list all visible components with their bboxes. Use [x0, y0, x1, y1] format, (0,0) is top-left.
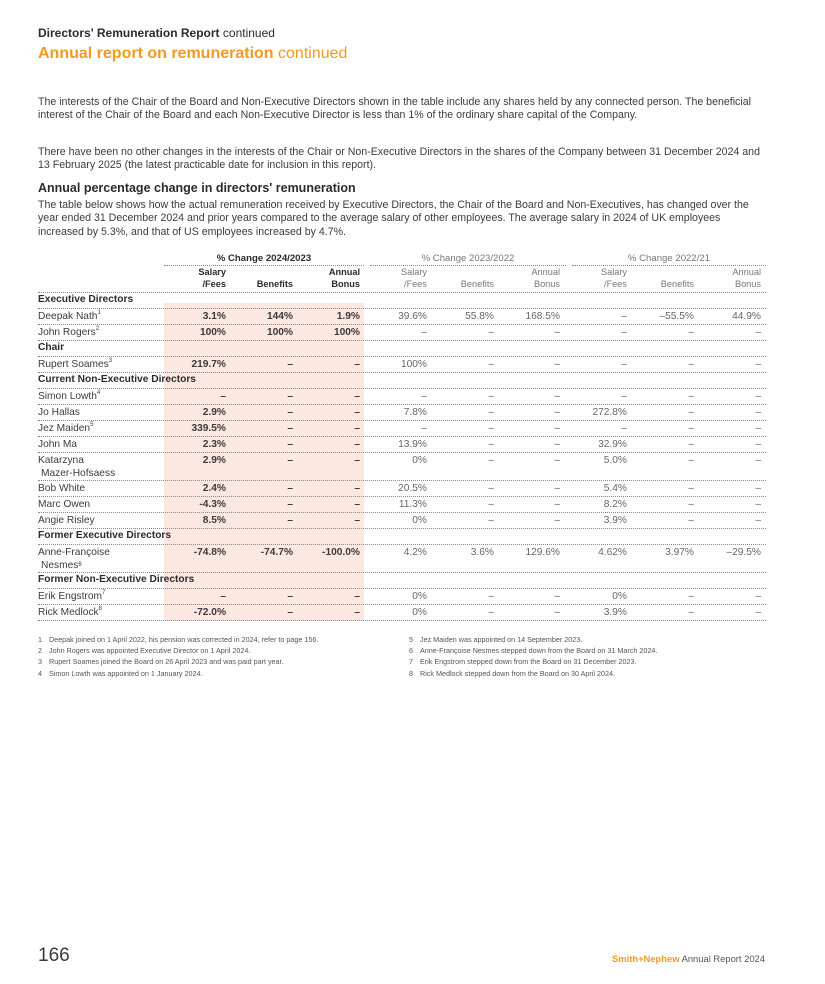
table-cell: – [554, 327, 560, 338]
director-name [38, 591, 105, 602]
table-cell: – [354, 483, 360, 494]
table-cell: 100% [266, 327, 293, 338]
footnote-marker: 6 [78, 561, 82, 568]
director-name-text: Nesmes [41, 559, 79, 571]
table-cell: – [621, 423, 627, 434]
director-name-text: Bob White [38, 483, 85, 494]
table-cell: – [488, 439, 494, 450]
table-cell: 8.2% [603, 499, 627, 510]
column-header [498, 267, 560, 291]
table-cell: – [554, 499, 560, 510]
table-cell: – [554, 359, 560, 370]
table-cell: – [755, 407, 761, 418]
table-cell: – [554, 439, 560, 450]
table-cell: – [755, 515, 761, 526]
table-cell: – [755, 499, 761, 510]
table-cell: – [488, 607, 494, 618]
table-cell: – [287, 455, 293, 466]
table-cell: –29.5% [726, 547, 761, 558]
table-row [38, 437, 766, 453]
table-cell: 3.6% [470, 547, 494, 558]
table-row [38, 405, 766, 421]
director-name-text: Angie Risley [38, 515, 95, 526]
table-cell: – [688, 515, 694, 526]
table-cell: – [354, 499, 360, 510]
footnote-marker: 8 [98, 606, 102, 612]
director-name-text: Deepak Nath [38, 311, 98, 322]
table-cell: – [287, 391, 293, 402]
table-cell: – [220, 391, 226, 402]
table-cell: 100% [333, 327, 360, 338]
director-name-text: Erik Engstrom [38, 591, 102, 602]
director-name [38, 515, 95, 526]
column-header-line: Salary [198, 267, 226, 277]
table-cell: – [554, 391, 560, 402]
table-row [38, 421, 766, 437]
table-cell: 272.8% [592, 407, 627, 418]
table-row [38, 325, 766, 341]
footnote-text: Rick Medlock stepped down from the Board on 30 April 2024. [420, 668, 615, 678]
column-header-line [231, 267, 293, 279]
page-title: Annual report on remuneration continued [38, 45, 348, 62]
table-cell: – [488, 391, 494, 402]
table-cell: – [621, 311, 627, 322]
footnote [38, 668, 388, 679]
column-header-line: Bonus [533, 278, 560, 289]
director-name [38, 311, 101, 322]
column-header-line: Annual [732, 267, 761, 277]
footnote-number: 8 [409, 668, 413, 678]
table-cell: – [354, 607, 360, 618]
table-cell: – [755, 483, 761, 494]
footnote-marker: 3 [108, 358, 113, 364]
table-cell: – [488, 423, 494, 434]
footnote-number: 6 [409, 646, 413, 656]
table-cell: – [755, 591, 761, 602]
column-header-line: Salary [600, 267, 627, 277]
table-cell: – [554, 515, 560, 526]
table-cell: 100% [400, 359, 427, 370]
footnotes-right [409, 634, 769, 679]
footnote [38, 634, 388, 645]
table-cell: – [287, 407, 293, 418]
table-cell: – [554, 423, 560, 434]
table-cell: 8.5% [202, 515, 226, 526]
section-title: Former Executive Directors [38, 530, 172, 541]
table-cell: 100% [199, 327, 226, 338]
table-cell: – [354, 407, 360, 418]
table-cell: – [354, 423, 360, 434]
column-header [231, 267, 293, 291]
table-cell: – [688, 455, 694, 466]
table-cell: – [488, 515, 494, 526]
table-row [38, 453, 766, 481]
table-cell: – [287, 483, 293, 494]
table-cell: – [688, 391, 694, 402]
table-cell: – [554, 407, 560, 418]
table-cell: 0% [412, 607, 427, 618]
director-name-text: Mazer-Hofsaess [41, 467, 116, 479]
column-header-line: Benefits [660, 278, 694, 289]
table-cell: 0% [612, 591, 627, 602]
table-cell: -4.3% [199, 499, 226, 510]
section-title: Current Non-Executive Directors [38, 374, 196, 385]
table-cell: – [688, 483, 694, 494]
column-header-line: Benefits [460, 278, 494, 289]
footnote-number: 3 [38, 657, 42, 667]
table-cell: 5.0% [603, 455, 627, 466]
table-cell: – [755, 607, 761, 618]
table-cell: 55.8% [465, 311, 494, 322]
table-cell: – [488, 483, 494, 494]
table-cell: -74.7% [260, 547, 293, 558]
table-cell: 2.9% [202, 407, 226, 418]
footnote [409, 668, 769, 679]
table-cell: – [554, 591, 560, 602]
table-cell: – [688, 439, 694, 450]
footnote-number: 5 [409, 635, 413, 644]
table-row [38, 389, 766, 405]
footnote-text: Simon Lowth was appointed on 1 January 2024. [49, 668, 203, 678]
table-cell: –55.5% [659, 311, 694, 322]
table-cell: – [354, 439, 360, 450]
table-cell: – [688, 407, 694, 418]
table-cell: 13.9% [398, 439, 427, 450]
table-cell: – [755, 391, 761, 402]
section-heading: Annual percentage change in directors' remuneration [38, 181, 356, 195]
footnote-marker: 2 [95, 326, 100, 332]
column-header [565, 267, 627, 291]
table-cell: 32.9% [598, 439, 627, 450]
table-row [38, 309, 766, 325]
table-cell: 2.4% [202, 483, 226, 494]
table-cell: – [554, 455, 560, 466]
table-section-header [38, 529, 766, 545]
table-cell: 2.9% [202, 455, 226, 466]
footnote [38, 656, 388, 667]
director-name [38, 327, 99, 338]
table-cell: – [554, 607, 560, 618]
footnote-number: 1 [38, 635, 42, 644]
table-cell: – [354, 591, 360, 602]
director-name [38, 439, 77, 450]
director-name-text: Marc Owen [38, 499, 91, 510]
footnote-text: Anne-Françoise Nesmes stepped down from the Board on 31 March 2024. [420, 646, 658, 656]
table-cell: – [287, 607, 293, 618]
footnote [409, 645, 769, 656]
table-row [38, 357, 766, 373]
footnote [38, 645, 388, 656]
footnote-marker: 1 [97, 310, 101, 316]
table-cell: 2.3% [202, 439, 226, 450]
table-cell: – [755, 327, 761, 338]
table-cell: – [488, 499, 494, 510]
director-name [38, 391, 100, 402]
table-cell: – [287, 515, 293, 526]
table-cell: – [287, 499, 293, 510]
table-cell: – [421, 391, 427, 402]
footnote-number: 4 [38, 668, 42, 678]
table-cell: 3.9% [603, 515, 627, 526]
table-cell: – [755, 455, 761, 466]
table-cell: 39.6% [398, 311, 427, 322]
table-cell: – [354, 455, 360, 466]
table-cell: – [421, 423, 427, 434]
table-cell: – [688, 591, 694, 602]
footnote [409, 634, 769, 645]
table-row [38, 481, 766, 497]
column-header-line: /Fees [202, 278, 226, 289]
column-header [164, 267, 226, 291]
table-cell: – [354, 359, 360, 370]
column-group-header: % Change 2023/2022 [370, 253, 566, 266]
table-cell: – [554, 483, 560, 494]
page-number: 166 [38, 945, 70, 966]
table-cell: – [488, 455, 494, 466]
table-cell: – [755, 359, 761, 370]
table-section-header [38, 341, 766, 357]
section-title: Chair [38, 342, 65, 353]
table-cell: – [287, 439, 293, 450]
table-row [38, 513, 766, 529]
director-name-text: Rick Medlock [38, 607, 99, 618]
column-header-line: /Fees [404, 278, 427, 289]
column-header [432, 267, 494, 291]
footnote-text: John Rogers was appointed Executive Director on 1 April 2024. [49, 646, 251, 656]
column-header [365, 267, 427, 291]
paragraph-no-changes: There have been no other changes in the interests of the Chair or Non-Executive Directors in the shares of the Company between 31 December 2024 and 13 February 2025 (the latest practicable date for inclusion in this report). [38, 146, 760, 172]
footnote-text: Jez Maiden was appointed on 14 September 2023. [420, 635, 583, 644]
table-cell: 0% [412, 515, 427, 526]
table-cell: 219.7% [191, 359, 226, 370]
table-cell: – [488, 327, 494, 338]
director-name [38, 547, 110, 572]
table-cell: – [488, 407, 494, 418]
director-name-text: Anne-Françoise [38, 547, 110, 558]
table-cell: – [755, 423, 761, 434]
table-cell: – [287, 359, 293, 370]
table-row [38, 545, 766, 573]
column-header [699, 267, 761, 291]
table-section-header [38, 373, 766, 389]
column-header-line: Annual [531, 267, 560, 277]
table-row [38, 605, 766, 621]
paragraph-interests: The interests of the Chair of the Board and Non-Executive Directors shown in the table include any shares held by any connected person. The beneficial interest of the Chair of the Board and each Non-Executive Director is less than 1% of the ordinary share capital of the Company. [38, 96, 751, 122]
table-section-header [38, 293, 766, 309]
director-name-text: Jo Hallas [38, 407, 80, 418]
table-cell: – [488, 591, 494, 602]
table-cell: 4.2% [403, 547, 427, 558]
director-name-text: Jez Maiden [38, 423, 91, 434]
column-group-header: % Change 2022/21 [572, 253, 766, 266]
table-cell: -72.0% [193, 607, 226, 618]
footnote-marker: 4 [96, 390, 101, 396]
table-cell: – [688, 327, 694, 338]
table-row [38, 589, 766, 605]
footnote-text: Rupert Soames joined the Board on 26 April 2023 and was paid part year. [49, 657, 284, 667]
footnote-marker: 5 [90, 422, 94, 428]
table-cell: 144% [266, 311, 293, 322]
director-name [38, 607, 102, 618]
footnote-number: 7 [409, 657, 413, 667]
table-cell: 129.6% [525, 547, 560, 558]
director-name-text: Katarzyna [38, 455, 84, 466]
director-name [38, 359, 112, 370]
footnote-text: Erik Engstrom stepped down from the Board on 31 December 2023. [420, 657, 637, 667]
table-cell: 1.9% [336, 311, 360, 322]
director-name [38, 423, 93, 434]
director-name [38, 483, 85, 494]
table-cell: – [488, 359, 494, 370]
table-cell: – [621, 359, 627, 370]
table-cell: – [621, 391, 627, 402]
section-title: Former Non-Executive Directors [38, 574, 195, 585]
column-header-line [632, 267, 694, 279]
table-row [38, 497, 766, 513]
table-cell: – [287, 423, 293, 434]
column-header-line: Salary [400, 267, 427, 277]
section-intro: The table below shows how the actual remuneration received by Executive Directors, the Chair of the Board and Non-Executives, has changed over the year ended 31 December 2024 and prior years compared to the average salary of other employees. The average salary in 2024 of UK employees increased by 5.3%, and that of US employees increased by 4.7%. [38, 199, 749, 238]
table-cell: 11.3% [398, 499, 427, 510]
column-group-header: % Change 2024/2023 [164, 253, 364, 266]
footer-brand: Smith+Nephew Annual Report 2024 [612, 953, 765, 964]
table-cell: 339.5% [191, 423, 226, 434]
table-cell: – [688, 423, 694, 434]
table-cell: – [287, 591, 293, 602]
director-name-text: John Ma [38, 439, 78, 450]
column-header-line: Annual [328, 267, 360, 277]
table-cell: – [621, 327, 627, 338]
column-header-line: Benefits [256, 278, 293, 289]
table-cell: 5.4% [603, 483, 627, 494]
footnotes-left [38, 634, 388, 679]
table-cell: 7.8% [403, 407, 427, 418]
footnote [409, 656, 769, 667]
director-name [38, 455, 115, 480]
footnote-text: Deepak joined on 1 April 2022, his pension was corrected in 2024, refer to page 156. [49, 635, 319, 644]
table-cell: 3.97% [665, 547, 694, 558]
report-section-header: Directors' Remuneration Report continued [38, 26, 275, 40]
table-cell: -74.8% [193, 547, 226, 558]
column-header-line [432, 267, 494, 279]
table-cell: 3.1% [202, 311, 226, 322]
director-name [38, 407, 80, 418]
table-cell: 0% [412, 591, 427, 602]
table-cell: 168.5% [525, 311, 560, 322]
table-cell: – [354, 391, 360, 402]
column-header [298, 267, 360, 291]
table-cell: – [220, 591, 226, 602]
table-cell: – [688, 499, 694, 510]
director-name-text: John Rogers [38, 327, 96, 338]
director-name-text: Rupert Soames [38, 359, 109, 370]
table-cell: 4.62% [598, 547, 627, 558]
footnote-marker: 7 [101, 590, 106, 596]
column-header-line: /Fees [604, 278, 627, 289]
column-header-line: Bonus [734, 278, 761, 289]
table-cell: 0% [412, 455, 427, 466]
table-cell: 44.9% [732, 311, 761, 322]
director-name [38, 499, 90, 510]
table-section-header [38, 573, 766, 589]
table-cell: – [354, 515, 360, 526]
table-cell: – [688, 359, 694, 370]
column-header [632, 267, 694, 291]
table-cell: -100.0% [322, 547, 360, 558]
section-title: Executive Directors [38, 294, 134, 305]
column-header-line: Bonus [331, 278, 360, 289]
table-cell: 20.5% [398, 483, 427, 494]
table-cell: – [755, 439, 761, 450]
table-cell: – [421, 327, 427, 338]
table-cell: 3.9% [603, 607, 627, 618]
director-name-text: Simon Lowth [38, 391, 97, 402]
table-cell: – [688, 607, 694, 618]
footnote-number: 2 [38, 646, 42, 656]
